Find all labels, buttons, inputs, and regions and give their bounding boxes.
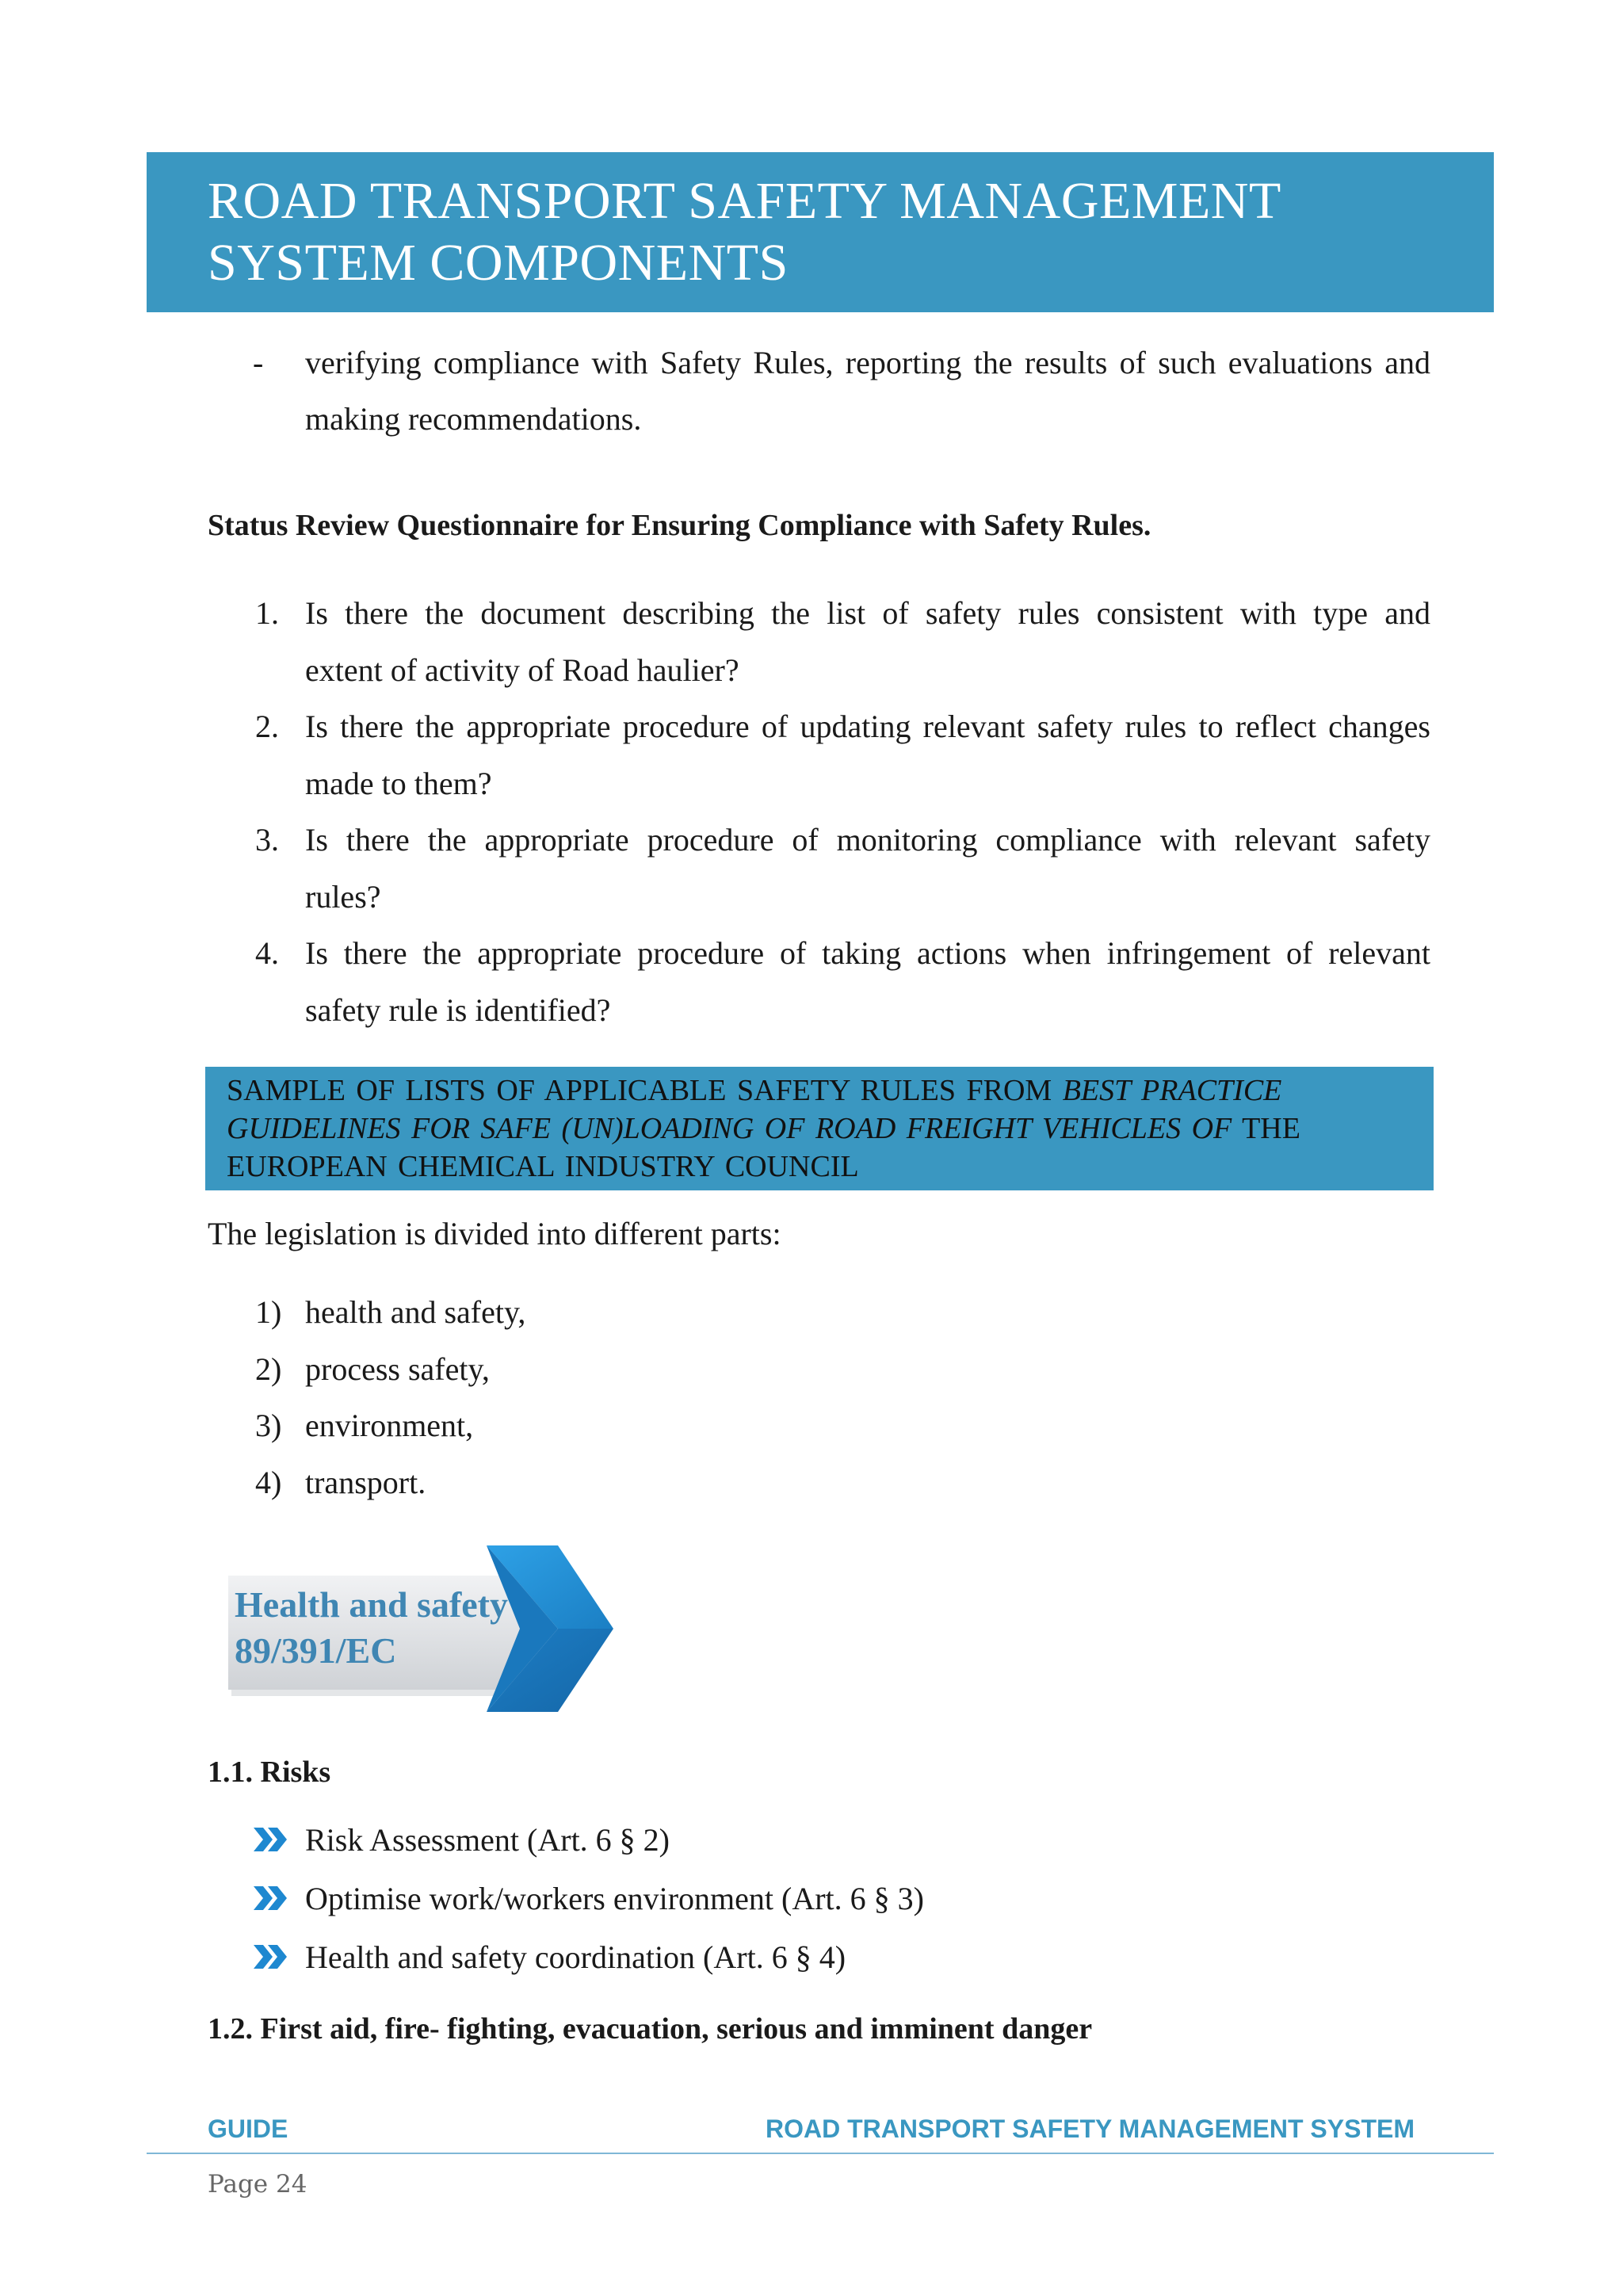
chevron-double-right-icon [252, 1943, 288, 1970]
chevron-double-right-icon [252, 1885, 288, 1912]
legislation-item-marker: 3) [255, 1408, 282, 1443]
footer-document-title: ROAD TRANSPORT SAFETY MANAGEMENT SYSTEM [766, 2115, 1415, 2143]
question-marker: 1. [255, 595, 279, 631]
legislation-intro: The legislation is divided into different parts: [208, 1216, 781, 1251]
risk-item: Optimise work/workers environment (Art. 6 § 3) [305, 1881, 924, 1916]
intro-item-marker: - [253, 345, 264, 380]
legislation-item: transport. [305, 1465, 426, 1500]
legislation-item-marker: 2) [255, 1351, 282, 1387]
questionnaire-heading: Status Review Questionnaire for Ensuring Compliance with Safety Rules. [208, 509, 1151, 542]
legislation-item: health and safety, [305, 1294, 526, 1330]
question-line-1: Is there the document describing the list of safety rules consistent with type and [305, 595, 1430, 631]
question-line-2: safety rule is identified? [305, 992, 611, 1028]
question-marker: 4. [255, 935, 279, 971]
risks-heading: 1.1. Risks [208, 1755, 331, 1789]
question-line-1: Is there the appropriate procedure of monitoring compliance with relevant safety [305, 822, 1430, 858]
sample-box-line-3: EUROPEAN CHEMICAL INDUSTRY COUNCIL [227, 1150, 859, 1183]
legislation-item-marker: 1) [255, 1294, 282, 1330]
page-number: Page 24 [208, 2170, 307, 2199]
arrow-label-line-1: Health and safety [235, 1584, 508, 1625]
arrow-label-line-2: 89/391/EC [235, 1630, 397, 1671]
intro-item-line-2: making recommendations. [305, 401, 642, 437]
sample-box-line-1: SAMPLE OF LISTS OF APPLICABLE SAFETY RULES FROM BEST PRACTICE [227, 1074, 1282, 1107]
sample-box-line-2: GUIDELINES FOR SAFE (UN)LOADING OF ROAD FREIGHT VEHICLES OF THE [227, 1112, 1300, 1145]
intro-item-line-1: verifying compliance with Safety Rules, reporting the results of such evaluations and [305, 345, 1430, 380]
risk-item: Risk Assessment (Art. 6 § 2) [305, 1822, 670, 1858]
question-line-2: rules? [305, 879, 381, 915]
footer-guide-label: GUIDE [208, 2115, 288, 2143]
question-line-2: extent of activity of Road haulier? [305, 652, 739, 688]
legislation-item: environment, [305, 1408, 474, 1443]
page-title-banner [147, 152, 1494, 312]
page-title-line-2: SYSTEM COMPONENTS [208, 234, 789, 292]
question-marker: 2. [255, 709, 279, 744]
question-line-1: Is there the appropriate procedure of taking actions when infringement of relevant [305, 935, 1430, 971]
first-aid-heading: 1.2. First aid, fire- fighting, evacuation, serious and imminent danger [208, 2012, 1093, 2046]
risk-item: Health and safety coordination (Art. 6 § 4) [305, 1939, 846, 1975]
question-line-2: made to them? [305, 766, 492, 801]
question-line-1: Is there the appropriate procedure of updating relevant safety rules to reflect changes [305, 709, 1430, 744]
question-marker: 3. [255, 822, 279, 858]
page-title-line-1: ROAD TRANSPORT SAFETY MANAGEMENT [208, 172, 1281, 230]
legislation-item-marker: 4) [255, 1465, 282, 1500]
arrow-graphic-label [235, 1582, 508, 1674]
legislation-item: process safety, [305, 1351, 490, 1387]
chevron-double-right-icon [252, 1826, 288, 1853]
sample-rules-box [205, 1067, 1434, 1190]
footer-divider [147, 2153, 1494, 2154]
